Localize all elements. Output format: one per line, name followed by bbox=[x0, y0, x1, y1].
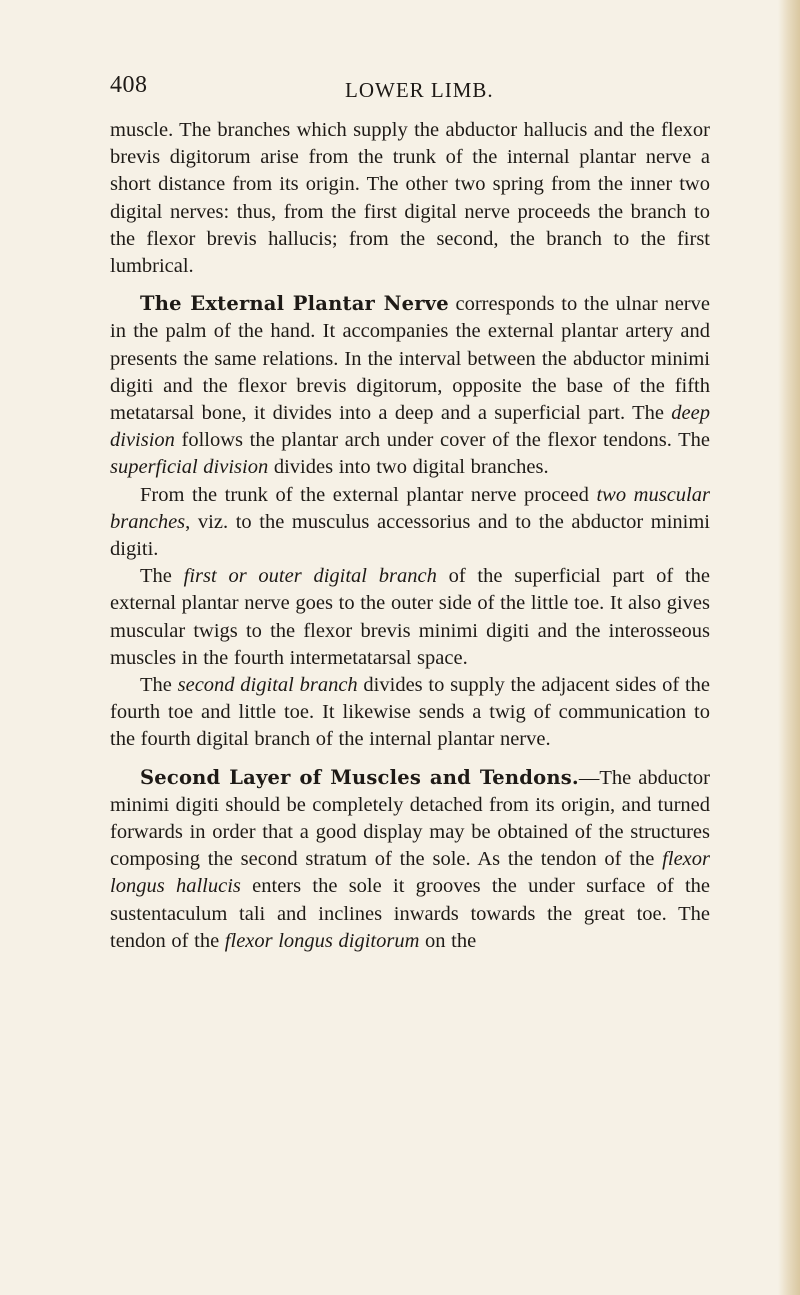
italic-term: second digital branch bbox=[177, 674, 358, 697]
paragraph-text: follows the plantar arch under cover of the flexor tendons. The bbox=[174, 429, 710, 452]
paragraph-second-digital-branch bbox=[110, 672, 710, 754]
italic-term: deep division bbox=[110, 402, 710, 452]
italic-term: flexor longus digitorum bbox=[224, 929, 420, 952]
page-edge bbox=[778, 0, 800, 1295]
paragraph-text: —The abductor minimi digiti should be completely detached from its origin, and turned forwards in order that a good display may be obtained of the structures composing the second stratum of the sole. As the tendon of the bbox=[110, 766, 711, 871]
italic-term: first or outer digital branch bbox=[183, 565, 437, 588]
italic-term: flexor longus hallucis bbox=[110, 848, 710, 898]
paragraph-text: divides to supply the adjacent sides of the fourth toe and little toe. It likewise sends a twig of communication to the fourth digital branch of the internal plantar nerve. bbox=[110, 674, 710, 751]
paragraph-text: The bbox=[140, 674, 178, 697]
paragraph-text: of the superficial part of the external plantar nerve goes to the outer side of the little toe. It also gives muscular twigs to the flexor brevis minimi digiti and the interosseous muscles in the fourth intermetatarsal space. bbox=[110, 565, 710, 669]
paragraph-second-layer bbox=[110, 764, 710, 955]
paragraph-text: From the trunk of the external plantar nerve proceed bbox=[140, 483, 597, 506]
page-number: 408 bbox=[110, 72, 148, 98]
italic-term: two muscular branches bbox=[110, 483, 710, 533]
section-heading: The External Plantar Nerve bbox=[140, 292, 449, 316]
paragraph-text: on the bbox=[419, 929, 477, 952]
paragraph-first-digital-branch bbox=[110, 563, 710, 672]
paragraph-text: corresponds to the ulnar nerve in the palm of the hand. It accompanies the external plantar artery and presents the same relations. In the interval between the abductor minimi digiti and the flexor brevis digitorum, opposite the base of the fifth metatarsal bone, it divides into a deep and a superficial part. The bbox=[110, 293, 710, 425]
italic-term: superficial division bbox=[110, 456, 269, 479]
paragraph-muscular-branches bbox=[110, 482, 710, 564]
body-text bbox=[110, 117, 710, 955]
paragraph-text: divides into two digital branches. bbox=[268, 456, 549, 479]
page-header bbox=[110, 72, 710, 108]
paragraph-internal-plantar-branches: muscle. The branches which supply the abductor hallucis and the flexor brevis digitorum arise from the trunk of the internal plantar nerve a short distance from its origin. The other two spring from the inner two digital nerves: thus, from the first digital nerve proceeds the branch to the flexor brevis hallucis; from the second, the branch to the first lumbrical. bbox=[110, 119, 710, 278]
paragraph-text: , viz. to the musculus accessorius and to the abductor minimi digiti. bbox=[110, 510, 710, 561]
paragraph-text: The bbox=[140, 565, 184, 588]
section-heading: Second Layer of Muscles and Tendons. bbox=[140, 765, 579, 789]
paragraph-external-plantar-nerve bbox=[110, 290, 710, 481]
paragraph-text: enters the sole it grooves the under surface of the sustentaculum tali and inclines inwards towards the great toe. The tendon of the bbox=[110, 875, 711, 952]
running-title: LOWER LIMB. bbox=[345, 78, 494, 102]
